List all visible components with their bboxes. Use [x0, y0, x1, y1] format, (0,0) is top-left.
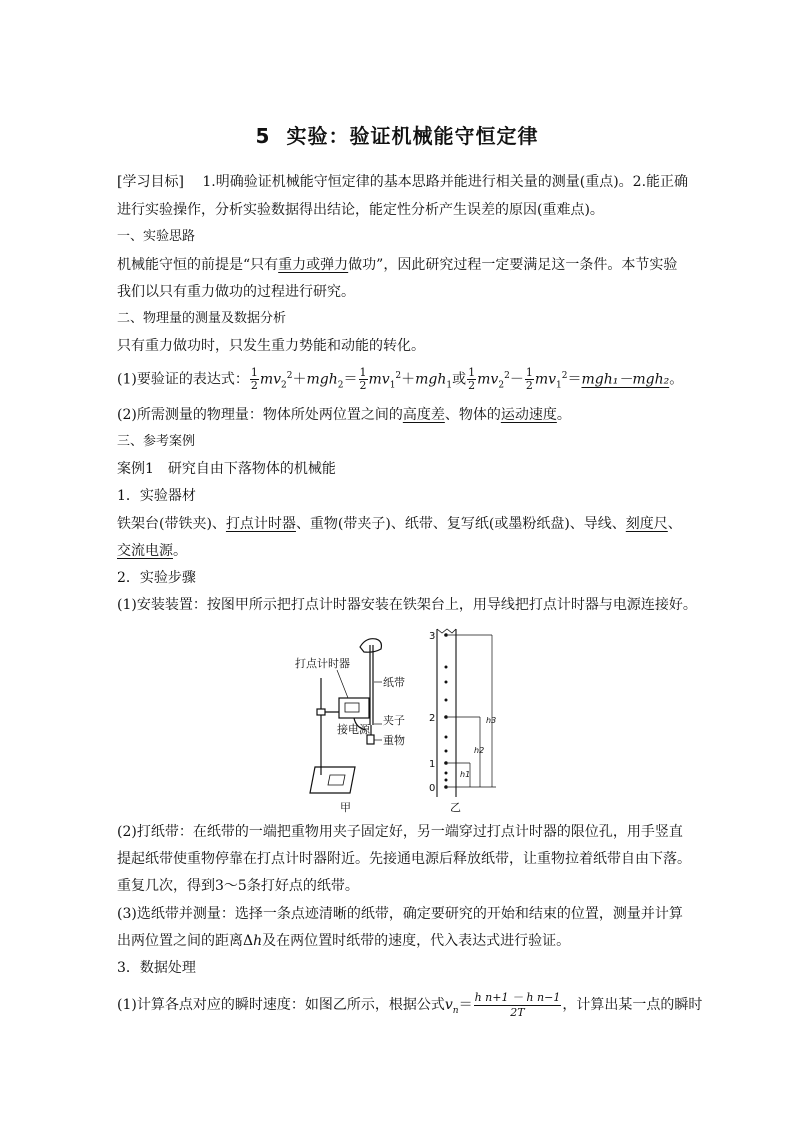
caption-a: 甲 — [340, 801, 351, 814]
formula-line: (1)要验证的表达式： $\frac{1}{2}$ $mv_2^2+mgh_2=$ $\frac{1}{2}$ $mv_1^2+mgh_1$或 $\frac{1}{2}$ $mv_2^2-$ $\frac{1}{2}$ $mv_1^2=mgh_1-mgh_2$。 — [117, 366, 684, 393]
fill-blank: 重力或弹力 — [278, 257, 349, 273]
fill-blank: 刻度尺 — [625, 516, 668, 532]
paragraph: (3)选纸带并测量：选择一条点迹清晰的纸带，确定要研究的开始和结束的位置，测量并计算 — [117, 906, 683, 922]
paragraph: 出两位置之间的距离Δh及在两位置时纸带的速度，代入表达式进行验证。 — [117, 933, 571, 949]
fill-blank: 运动速度 — [500, 407, 557, 423]
paragraph: 交流电源。 — [117, 543, 187, 559]
subheading: 3．数据处理 — [117, 960, 196, 976]
tape-mark: 3 — [429, 631, 436, 642]
dim-label: h3 — [486, 716, 497, 725]
fraction: $\frac{1}{2}$ — [359, 366, 367, 393]
subheading: 2．实验步骤 — [117, 570, 196, 586]
tape-mark: 2 — [429, 713, 436, 724]
section-heading: 二、物理量的测量及数据分析 — [117, 311, 287, 326]
tape-mark: 0 — [429, 783, 436, 794]
formula-line: (1)计算各点对应的瞬时速度：如图乙所示，根据公式$v_n=$ $\frac{\text{h n+1 － h n−1}}{2T}$ ，计算出某一点的瞬时 — [117, 990, 703, 1019]
paragraph: 重复几次，得到3～5条打好点的纸带。 — [117, 878, 359, 894]
caption-b: 乙 — [450, 801, 461, 814]
label-timer: 打点计时器 — [295, 657, 350, 670]
paragraph: 铁架台(带铁夹)、打点计时器、重物(带夹子)、纸带、复写纸(或墨粉纸盘)、导线、刻度尺、 — [117, 516, 682, 532]
label-power: 接电源 — [337, 723, 370, 736]
dim-label: h1 — [460, 770, 471, 779]
paragraph: 我们以只有重力做功的过程进行研究。 — [117, 284, 355, 300]
paragraph: 提起纸带使重物停靠在打点计时器附近。先接通电源后释放纸带，让重物拉着纸带自由下落。 — [117, 851, 691, 867]
label-clip: 夹子 — [383, 714, 405, 727]
objectives-line-1: [学习目标] 1.明确验证机械能守恒定律的基本思路并能进行相关量的测量(重点)。2.能正确 — [117, 174, 689, 190]
fraction: $\frac{\text{h n+1 － h n−1}}{2T}$ — [474, 990, 561, 1019]
experiment-figure — [290, 625, 510, 815]
fill-blank: 交流电源 — [117, 543, 173, 559]
section-heading: 一、实验思路 — [117, 229, 196, 244]
paragraph: 机械能守恒的前提是“只有重力或弹力做功”，因此研究过程一定要满足这一条件。本节实验 — [117, 257, 678, 273]
paragraph: (2)打纸带：在纸带的一端把重物用夹子固定好，另一端穿过打点计时器的限位孔，用手竖直 — [117, 824, 683, 840]
page-title: 5 实验：验证机械能守恒定律 — [255, 124, 539, 148]
fraction: $\frac{1}{2}$ — [250, 366, 258, 393]
case-heading: 案例1 研究自由下落物体的机械能 — [117, 461, 336, 477]
objectives-label: [学习目标] — [117, 174, 184, 190]
fill-blank: 高度差 — [402, 407, 445, 423]
fill-blank: 打点计时器 — [225, 516, 296, 532]
tape-dots — [444, 633, 448, 789]
subheading: 1．实验器材 — [117, 488, 196, 504]
objectives-line-2: 进行实验操作，分析实验数据得出结论，能定性分析产生误差的原因(重难点)。 — [117, 202, 604, 218]
fraction: $\frac{1}{2}$ — [468, 366, 476, 393]
dim-label: h2 — [474, 746, 485, 755]
label-weight: 重物 — [383, 734, 405, 747]
fraction: $\frac{1}{2}$ — [525, 366, 533, 393]
label-tape: 纸带 — [383, 676, 405, 689]
paragraph: (2)所需测量的物理量：物体所处两位置之间的高度差、物体的运动速度。 — [117, 407, 571, 423]
paragraph: 只有重力做功时，只发生重力势能和动能的转化。 — [117, 338, 425, 354]
section-heading: 三、参考案例 — [117, 434, 196, 449]
paragraph: (1)安装装置：按图甲所示把打点计时器安装在铁架台上，用导线把打点计时器与电源连接好。 — [117, 597, 697, 613]
fill-blank: mgh₁－mgh₂ — [581, 371, 670, 388]
tape-mark: 1 — [429, 759, 436, 770]
